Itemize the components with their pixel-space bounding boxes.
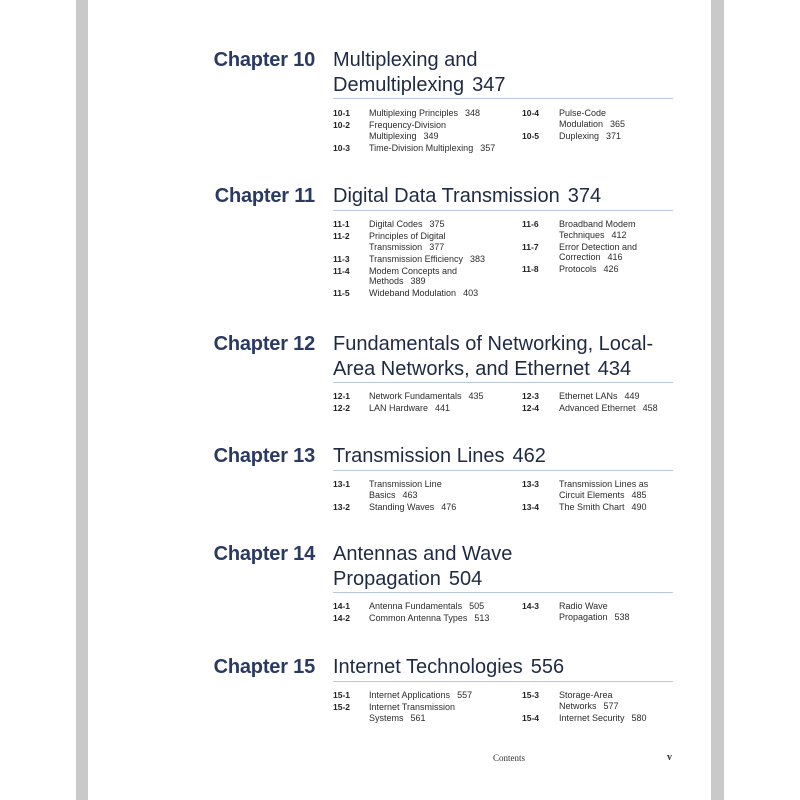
- section-page: 449: [624, 391, 640, 401]
- section-title: Internet Transmission Systems: [369, 702, 456, 723]
- section-title: Duplexing: [559, 130, 600, 141]
- section-title: The Smith Chart: [559, 501, 625, 512]
- section-page: 490: [631, 501, 647, 512]
- section-entry: [522, 403, 678, 414]
- section-page: 513: [474, 613, 490, 623]
- section-page: 577: [603, 700, 619, 711]
- section-title: Time-Division Multiplexing: [369, 142, 474, 153]
- section-number: 11-3: [333, 253, 350, 264]
- chapter-page-number: 374: [567, 185, 602, 207]
- section-number: 10-1: [333, 108, 351, 118]
- chapter-label: Chapter 11: [214, 185, 315, 207]
- section-number: 10-3: [333, 142, 351, 153]
- chapter-title: [333, 332, 683, 381]
- section-entry: [333, 266, 478, 287]
- section-entry: [522, 690, 632, 711]
- section-page: 377: [429, 241, 445, 252]
- section-page: 463: [402, 489, 418, 500]
- chapter-title-text: Transmission Lines: [333, 445, 505, 467]
- section-column-right: [522, 391, 678, 415]
- chapter-rule: [333, 98, 673, 99]
- section-number: 10-5: [522, 130, 540, 141]
- chapter-title: [333, 444, 678, 469]
- section-title: Common Antenna Types: [369, 613, 468, 623]
- chapter-page-number: 462: [512, 445, 546, 467]
- section-page: 348: [465, 108, 481, 118]
- section-page: 371: [606, 130, 622, 141]
- section-number: 13-1: [333, 479, 351, 489]
- section-title: Internet Applications: [369, 690, 451, 700]
- chapter-title-text: Fundamentals of Networking, Local-Area Networks, and Ethernet: [333, 333, 654, 380]
- chapter-page-number: 434: [597, 357, 632, 380]
- section-column-right: [522, 108, 678, 143]
- section-entry: [333, 502, 518, 513]
- section-number: 11-7: [522, 241, 539, 252]
- chapter-rule: [333, 470, 673, 471]
- section-page: 580: [631, 712, 647, 723]
- section-page: 557: [457, 690, 473, 700]
- section-number: 13-2: [333, 501, 351, 512]
- section-column-left: [333, 601, 518, 625]
- chapter-page-number: 556: [530, 656, 565, 678]
- section-title: Advanced Ethernet: [559, 403, 636, 413]
- section-number: 12-3: [522, 391, 540, 401]
- section-column-right: [522, 690, 678, 725]
- section-entry: [522, 108, 640, 129]
- section-number: 11-8: [522, 264, 539, 274]
- chapter-rule: [333, 592, 673, 593]
- section-page: 458: [642, 403, 658, 413]
- section-entry: [333, 391, 518, 402]
- chapter-label: Chapter 15: [213, 656, 315, 678]
- section-number: 11-5: [333, 288, 350, 298]
- section-page: 365: [610, 118, 626, 129]
- section-column-left: [333, 108, 518, 155]
- section-number: 13-4: [522, 501, 540, 512]
- section-title: Pulse-Code Modulation: [559, 108, 607, 129]
- section-entry: [522, 502, 678, 513]
- section-page: 426: [603, 264, 619, 274]
- section-number: 15-1: [333, 690, 351, 700]
- section-entry: [522, 242, 662, 263]
- section-entry: [333, 231, 453, 252]
- section-column-right: [522, 479, 678, 514]
- section-number: 10-2: [333, 120, 351, 130]
- section-title: Transmission Lines as Circuit Elements: [559, 479, 649, 500]
- section-entry: [522, 219, 656, 240]
- section-number: 15-4: [522, 712, 540, 723]
- section-page: 389: [410, 276, 426, 286]
- section-entry: [333, 254, 518, 265]
- section-title: Modem Concepts and Methods: [369, 265, 458, 286]
- section-entry: [333, 613, 518, 624]
- section-number: 14-2: [333, 613, 351, 623]
- section-entry: [522, 713, 678, 724]
- section-entry: [522, 131, 678, 142]
- section-title: Error Detection and Correction: [559, 241, 638, 262]
- chapter-label: Chapter 12: [213, 333, 315, 355]
- section-page: 412: [611, 229, 627, 240]
- chapter-label: Chapter 13: [213, 445, 315, 467]
- footer-contents-label: Contents: [493, 753, 526, 763]
- section-column-left: [333, 479, 518, 514]
- section-title: Frequency-Division Multiplexing: [369, 120, 447, 141]
- section-title: Transmission Efficiency: [369, 253, 464, 264]
- section-column-right: [522, 219, 678, 276]
- section-title: Standing Waves: [369, 501, 435, 512]
- section-page: 375: [429, 219, 445, 229]
- section-entry: [522, 264, 678, 275]
- section-number: 14-3: [522, 601, 540, 611]
- section-page: 357: [480, 142, 496, 153]
- section-entry: [333, 403, 518, 414]
- section-number: 11-1: [333, 219, 350, 229]
- section-title: Digital Codes: [369, 219, 423, 229]
- chapter-title: [333, 542, 563, 591]
- chapter-title-text: Antennas and Wave Propagation: [333, 543, 513, 590]
- chapter-page-number: 347: [472, 73, 506, 96]
- section-entry: [522, 391, 678, 402]
- section-title: Storage-Area Networks: [559, 690, 613, 711]
- section-title: Radio Wave Propagation: [559, 601, 608, 622]
- section-page: 416: [607, 252, 623, 262]
- section-number: 11-6: [522, 219, 539, 229]
- section-column-left: [333, 391, 518, 415]
- contents-page: [88, 0, 711, 800]
- chapter-label: Chapter 14: [213, 543, 315, 565]
- section-entry: [333, 219, 518, 230]
- section-number: 11-2: [333, 231, 350, 241]
- section-number: 11-4: [333, 265, 350, 276]
- section-title: Network Fundamentals: [369, 391, 462, 401]
- section-column-left: [333, 690, 518, 725]
- section-title: Antenna Fundamentals: [369, 601, 463, 611]
- chapter-title: [333, 184, 678, 209]
- section-page: 383: [470, 253, 486, 264]
- section-number: 15-2: [333, 702, 351, 712]
- section-entry: [522, 601, 642, 622]
- section-entry: [333, 108, 518, 119]
- section-number: 12-4: [522, 403, 540, 413]
- section-number: 15-3: [522, 690, 540, 700]
- section-title: Broadband Modem Techniques: [559, 219, 636, 240]
- section-title: Internet Security: [559, 712, 625, 723]
- footer-page-number: v: [667, 752, 672, 763]
- section-number: 12-2: [333, 403, 351, 413]
- section-title: LAN Hardware: [369, 403, 429, 413]
- section-page: 476: [441, 501, 457, 512]
- section-title: Transmission Line Basics: [369, 479, 442, 500]
- section-entry: [333, 479, 443, 500]
- section-title: Ethernet LANs: [559, 391, 618, 401]
- section-page: 561: [410, 712, 426, 723]
- section-page: 505: [469, 601, 485, 611]
- chapter-page-number: 504: [448, 567, 483, 590]
- section-page: 538: [614, 611, 630, 622]
- section-entry: [333, 702, 463, 723]
- chapter-rule: [333, 210, 673, 211]
- section-page: 435: [468, 391, 484, 401]
- section-title: Wideband Modulation: [369, 288, 457, 298]
- section-title: Multiplexing Principles: [369, 108, 459, 118]
- section-entry: [333, 120, 463, 141]
- section-column-right: [522, 601, 678, 624]
- section-title: Protocols: [559, 264, 597, 274]
- section-entry: [333, 601, 518, 612]
- chapter-title-text: Digital Data Transmission: [333, 185, 560, 207]
- chapter-label: Chapter 10: [213, 49, 315, 71]
- chapter-title: [333, 655, 678, 680]
- section-number: 13-3: [522, 479, 540, 489]
- chapter-title-text: Internet Technologies: [333, 656, 523, 678]
- section-column-left: [333, 219, 518, 300]
- section-page: 403: [463, 288, 479, 298]
- chapter-rule: [333, 382, 673, 383]
- section-entry: [333, 143, 518, 154]
- section-entry: [522, 479, 662, 500]
- section-title: Principles of Digital Transmission: [369, 231, 446, 252]
- section-page: 485: [631, 489, 647, 500]
- section-page: 441: [435, 403, 451, 413]
- section-entry: [333, 690, 518, 701]
- chapter-title: [333, 48, 593, 97]
- section-number: 10-4: [522, 108, 540, 118]
- chapter-rule: [333, 681, 673, 682]
- section-entry: [333, 288, 518, 299]
- section-number: 14-1: [333, 601, 351, 611]
- chapter-title-text: Multiplexing and Demultiplexing: [333, 49, 478, 96]
- section-page: 349: [423, 130, 439, 141]
- section-number: 12-1: [333, 391, 351, 401]
